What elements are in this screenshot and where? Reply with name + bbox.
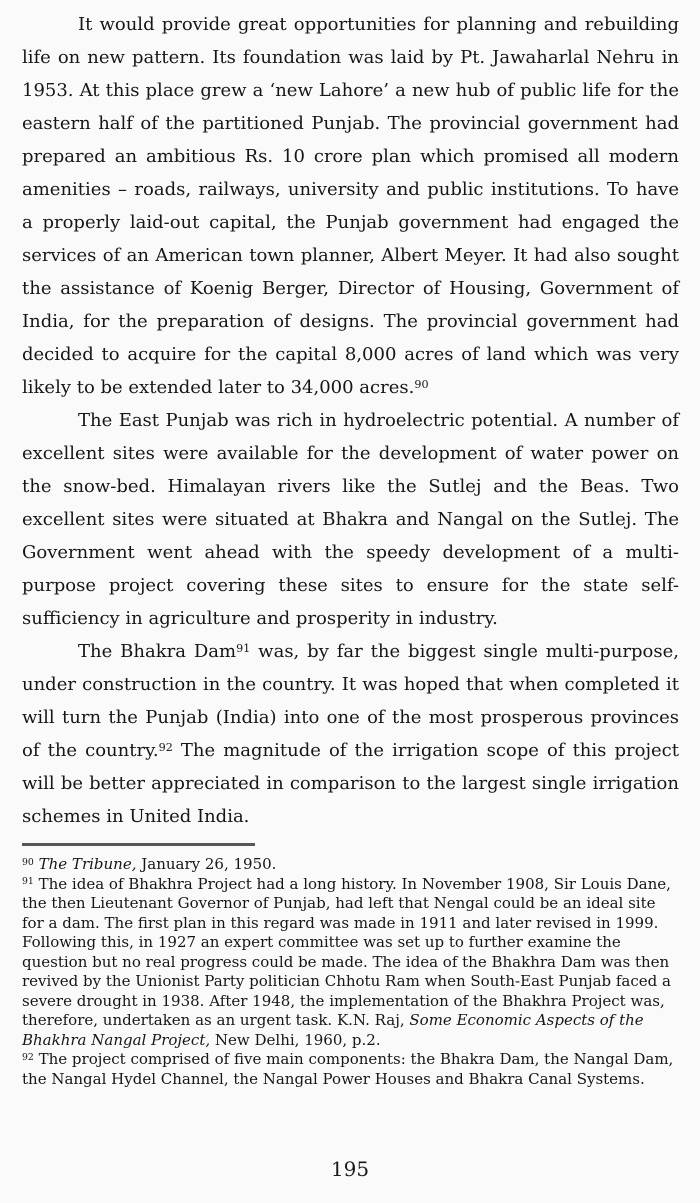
footnote-90: $^{90}$ The Tribune, January 26, 1950. [22, 855, 277, 873]
footnote-separator [22, 843, 255, 846]
body-paragraph-3: The Bhakra Dam$^{91}$ was, by far the biggest single multi-purpose, under construction in the country. It was hoped that when completed it will turn the Punjab (India) into one of the most prosperous provinces of the country.$^{92}$ The magnitude of the irrigation scope of this project will be better appreciated in comparison to the largest single irrigation schemes in United India. [22, 641, 679, 827]
footnote-91: $^{91}$ The idea of Bhakhra Project had a long history. In November 1908, Sir Louis Dane, the then Lieutenant Governor of Punjab, had left that Nengal could be an ideal site for a dam. The first plan in this regard was made in 1911 and later revised in 1999. Following this, in 1927 an expert committee was set up to further examine the question but no real progress could be made. The idea of the Bhakhra Dam was then revived by the Unionist Party politician Chhotu Ram when South-East Punjab faced a severe drought in 1938. After 1948, the implementation of the Bhakhra Project was, therefore, undertaken as an urgent task. K.N. Raj, Some Economic Aspects of the Bhakhra Nangal Project, New Delhi, 1960, p.2. [22, 874, 671, 1049]
footnotes-section [0, 855, 700, 1089]
body-paragraph-2: The East Punjab was rich in hydroelectric potential. A number of excellent sites were available for the development of water power on the snow-bed. Himalayan rivers like the Sutlej and the Beas. Two excellent sites were situated at Bhakra and Nangal on the Sutlej. The Government went ahead with the speedy development of a multi-purpose project covering these sites to ensure for the state self-sufficiency in agriculture and prosperity in industry. [22, 410, 679, 629]
footnote-92: $^{92}$ The project comprised of five main components: the Bhakra Dam, the Nangal Dam, the Nangal Hydel Channel, the Nangal Power Houses and Bhakra Canal Systems. [22, 1050, 674, 1088]
page-number: 195 [330, 1157, 370, 1181]
body-paragraph-1: It would provide great opportunities for planning and rebuilding life on new pattern. Its foundation was laid by Pt. Jawaharlal Nehru in 1953. At this place grew a ‘new Lahore’ a new hub of public life for the eastern half of the partitioned Punjab. The provincial government had prepared an ambitious Rs. 10 crore plan which promised all modern amenities – roads, railways, university and public institutions. To have a properly laid-out capital, the Punjab government had engaged the services of an American town planner, Albert Meyer. It had also sought the assistance of Koenig Berger, Director of Housing, Government of India, for the preparation of designs. The provincial government had decided to acquire for the capital 8,000 acres of land which was very likely to be extended later to 34,000 acres.$^{90}$ [22, 14, 679, 398]
